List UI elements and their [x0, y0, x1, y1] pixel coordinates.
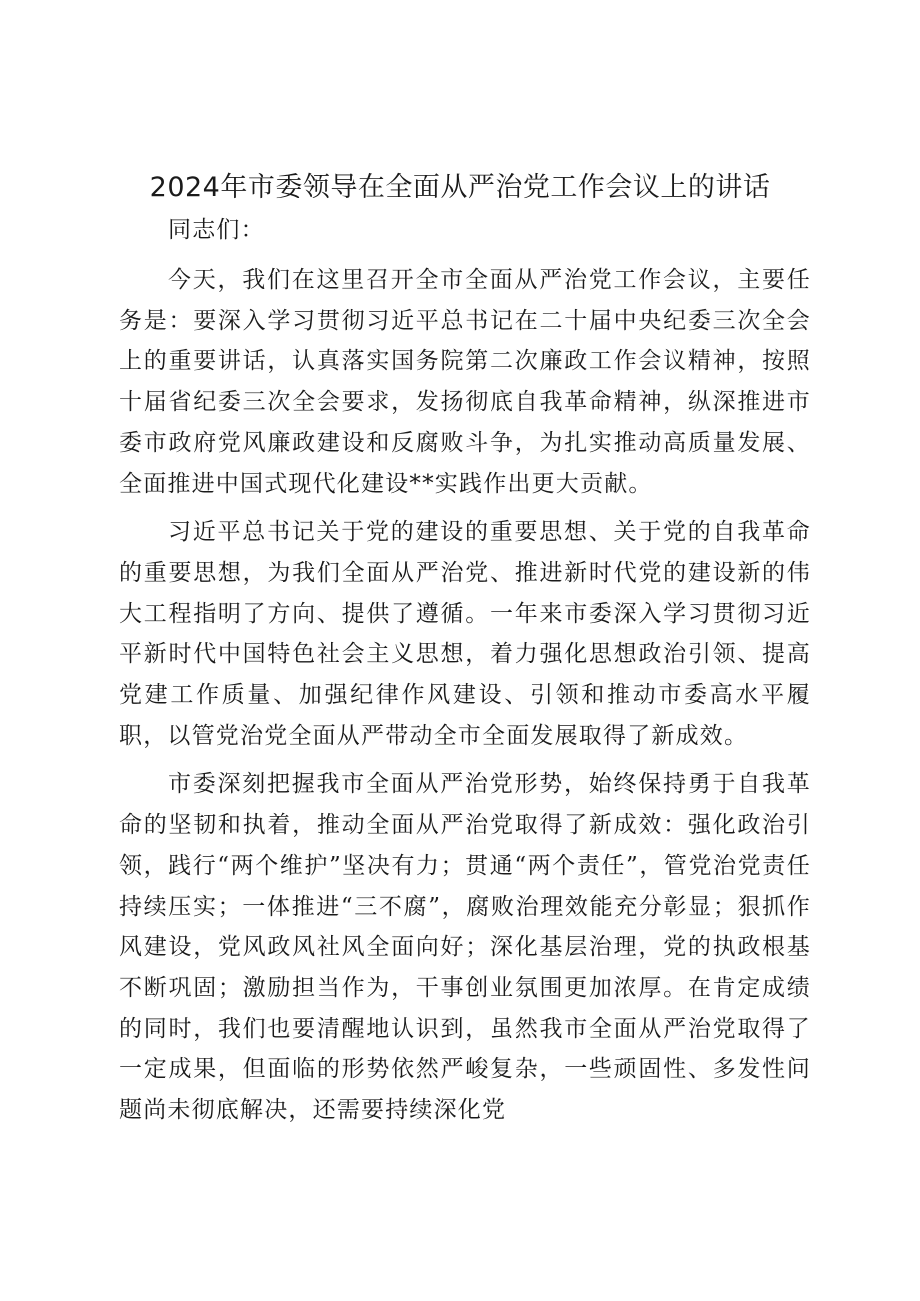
greeting-line: 同志们：	[168, 217, 265, 243]
paragraph-guidance: 习近平总书记关于党的建设的重要思想、关于党的自我革命的重要思想，为我们全面从严治党、推进新时代党的建设新的伟大工程指明了方向、提供了遵循。一年来市委深入学习贯彻习近平新时代中国特色社会主义思想，着力强化思想政治引领、提高党建工作质量、加强纪律作风建设、引领和推动市委高水平履职，以管党治党全面从严带动全市全面发展取得了新成效。	[119, 519, 811, 749]
paragraph-opening: 今天，我们在这里召开全市全面从严治党工作会议，主要任务是：要深入学习贯彻习近平总书记在二十届中央纪委三次全会上的重要讲话，认真落实国务院第二次廉政工作会议精神，按照十届省纪委三次全会要求，发扬彻底自我革命精神，纵深推进市委市政府党风廉政建设和反腐败斗争，为扎实推动高质量发展、全面推进中国式现代化建设**实践作出更大贡献。	[119, 267, 811, 497]
document-body	[119, 210, 811, 1131]
paragraph-achievements: 市委深刻把握我市全面从严治党形势，始终保持勇于自我革命的坚韧和执着，推动全面从严治党取得了新成效：强化政治引领，践行“两个维护”坚决有力；贯通“两个责任”，管党治党责任持续压实；一体推进“三不腐”，腐败治理效能充分彰显；狠抓作风建设，党风政风社风全面向好；深化基层治理，党的执政根基不断巩固；激励担当作为，干事创业氛围更加浓厚。在肯定成绩的同时，我们也要清醒地认识到，虽然我市全面从严治党取得了一定成果，但面临的形势依然严峻复杂，一些顽固性、多发性问题尚未彻底解决，还需要持续深化党	[119, 771, 811, 1124]
document-title: 2024年市委领导在全面从严治党工作会议上的讲话	[149, 172, 771, 203]
